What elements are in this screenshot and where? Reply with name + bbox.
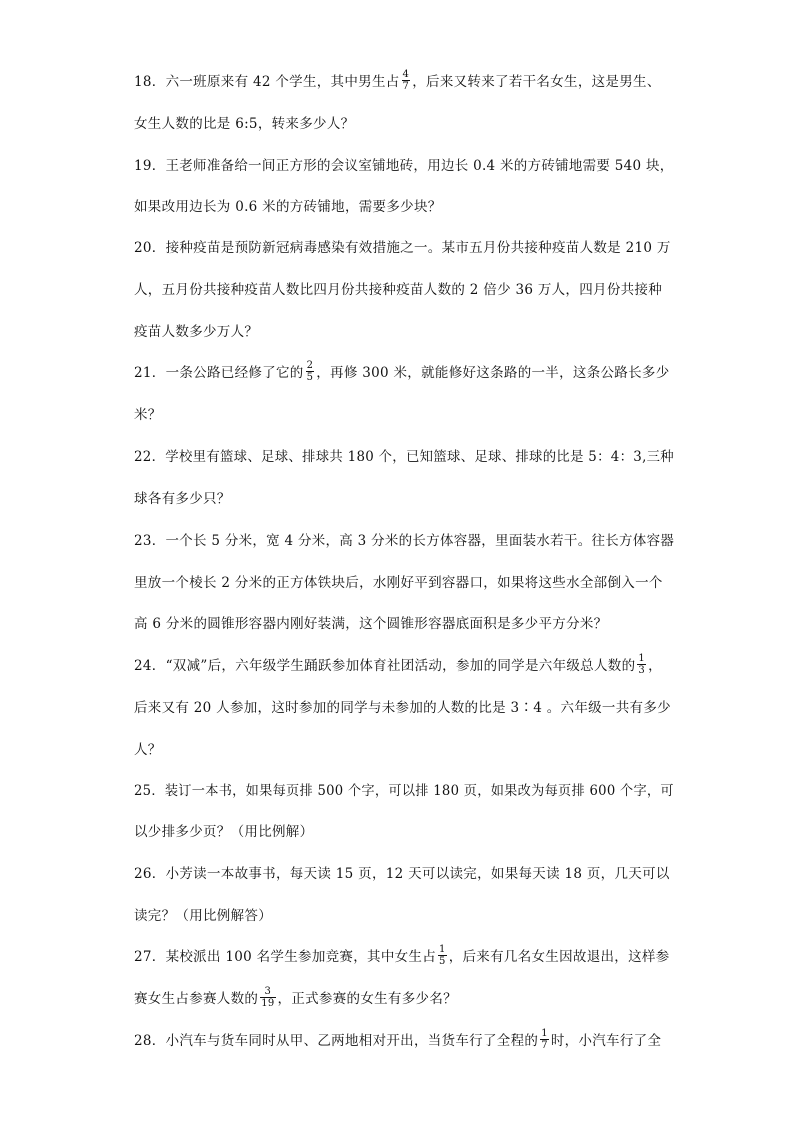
problem-18-line-1 <box>134 71 674 94</box>
fraction-1-3 <box>637 653 646 676</box>
fraction-denominator: 7 <box>541 1040 548 1051</box>
problem-21-text-before: 21．一条公路已经修了它的 <box>134 365 304 381</box>
problem-27-text-before-2: 赛女生占参赛人数的 <box>134 991 259 1007</box>
fraction-denominator: 7 <box>402 81 410 92</box>
problem-26-line-2: 读完？（用比例解答） <box>134 908 272 924</box>
fraction-denominator: 5 <box>306 372 314 383</box>
problem-24-line-1 <box>134 655 674 678</box>
fraction-1-7 <box>540 1028 549 1051</box>
problem-28-line-1 <box>134 1030 674 1053</box>
problem-23-line-2: 里放一个棱长 2 分米的正方体铁块后，水刚好平到容器口，如果将这些水全部倒入一个 <box>134 575 663 591</box>
problem-27-line-1 <box>134 946 674 969</box>
problem-23-line-3: 高 6 分米的圆锥形容器内刚好装满，这个圆锥形容器底面积是多少平方分米？ <box>134 616 608 632</box>
problem-27-line-2 <box>134 988 674 1011</box>
problem-27-text-before: 27．某校派出 100 名学生参加竞赛，其中女生占 <box>134 949 437 965</box>
problem-27-text-after: ，后来有几名女生因故退出，这样参 <box>448 949 670 965</box>
problem-25-line-2: 以少排多少页？（用比例解） <box>134 824 314 840</box>
problem-24-text-before: 24．“双减”后，六年级学生踊跃参加体育社团活动，参加的同学是六年级总人数的 <box>134 658 636 674</box>
problem-18-line-2: 女生人数的比是 6:5，转来多少人？ <box>134 116 355 132</box>
problem-24-line-2: 后来又有 20 人参加，这时参加的同学与未参加的人数的比是 3∶4 。六年级一共有多少 <box>134 700 671 716</box>
problem-25-line-1: 25．装订一本书，如果每页排 500 个字，可以排 180 页，如果改为每页排 600 个字，可 <box>134 783 674 799</box>
problem-23-line-1: 23．一个长 5 分米，宽 4 分米，高 3 分米的长方体容器，里面装水若干。往长方体容器 <box>134 533 675 549</box>
problem-18-text-before: 18．六一班原来有 42 个学生，其中男生占 <box>134 74 400 90</box>
problem-19-line-1: 19．王老师准备给一间正方形的会议室铺地砖，用边长 0.4 米的方砖铺地需要 540 块， <box>134 158 674 174</box>
problem-21-line-2: 米？ <box>134 407 162 423</box>
fraction-2-5 <box>306 360 315 383</box>
problem-24-line-3: 人？ <box>134 742 162 758</box>
problem-21-line-1 <box>134 362 674 385</box>
problem-18-text-after: ，后来又转来了若干名女生，这是男生、 <box>412 74 661 90</box>
problem-22-line-1: 22．学校里有篮球、足球、排球共 180 个，已知篮球、足球、排球的比是 5：4：3,三种 <box>134 449 674 465</box>
problem-21-text-after: ，再修 300 米，就能修好这条路的一半，这条公路长多少 <box>316 365 670 381</box>
fraction-denominator: 19 <box>261 998 275 1009</box>
problem-22-line-2: 球各有多少只？ <box>134 491 231 507</box>
problem-26-line-1: 26．小芳读一本故事书，每天读 15 页，12 天可以读完，如果每天读 18 页，几天可以 <box>134 866 670 882</box>
problem-19-line-2: 如果改用边长为 0.6 米的方砖铺地，需要多少块？ <box>134 199 442 215</box>
fraction-1-5 <box>438 944 447 967</box>
problem-24-text-after: ， <box>648 658 662 674</box>
fraction-denominator: 3 <box>638 665 646 676</box>
fraction-numerator: 4 <box>402 69 410 80</box>
problem-28-text-after: 时，小汽车行了全 <box>550 1033 662 1049</box>
problem-27-text-after-2: ，正式参赛的女生有多少名？ <box>277 991 457 1007</box>
fraction-numerator: 1 <box>541 1028 548 1039</box>
fraction-numerator: 2 <box>306 360 314 371</box>
fraction-numerator: 1 <box>439 944 446 955</box>
fraction-numerator: 1 <box>638 653 646 664</box>
fraction-3-19 <box>260 986 275 1009</box>
problem-28-text-before: 28．小汽车与货车同时从甲、乙两地相对开出，当货车行了全程的 <box>134 1033 539 1049</box>
problem-20-line-1: 20．接种疫苗是预防新冠病毒感染有效措施之一。某市五月份共接种疫苗人数是 210 万 <box>134 240 671 256</box>
fraction-4-7 <box>402 69 411 92</box>
fraction-denominator: 5 <box>439 956 446 967</box>
fraction-numerator: 3 <box>260 986 275 998</box>
problem-20-line-3: 疫苗人数多少万人？ <box>134 324 259 340</box>
problem-20-line-2: 人，五月份共接种疫苗人数比四月份共接种疫苗人数的 2 倍少 36 万人，四月份共接种 <box>134 282 663 298</box>
